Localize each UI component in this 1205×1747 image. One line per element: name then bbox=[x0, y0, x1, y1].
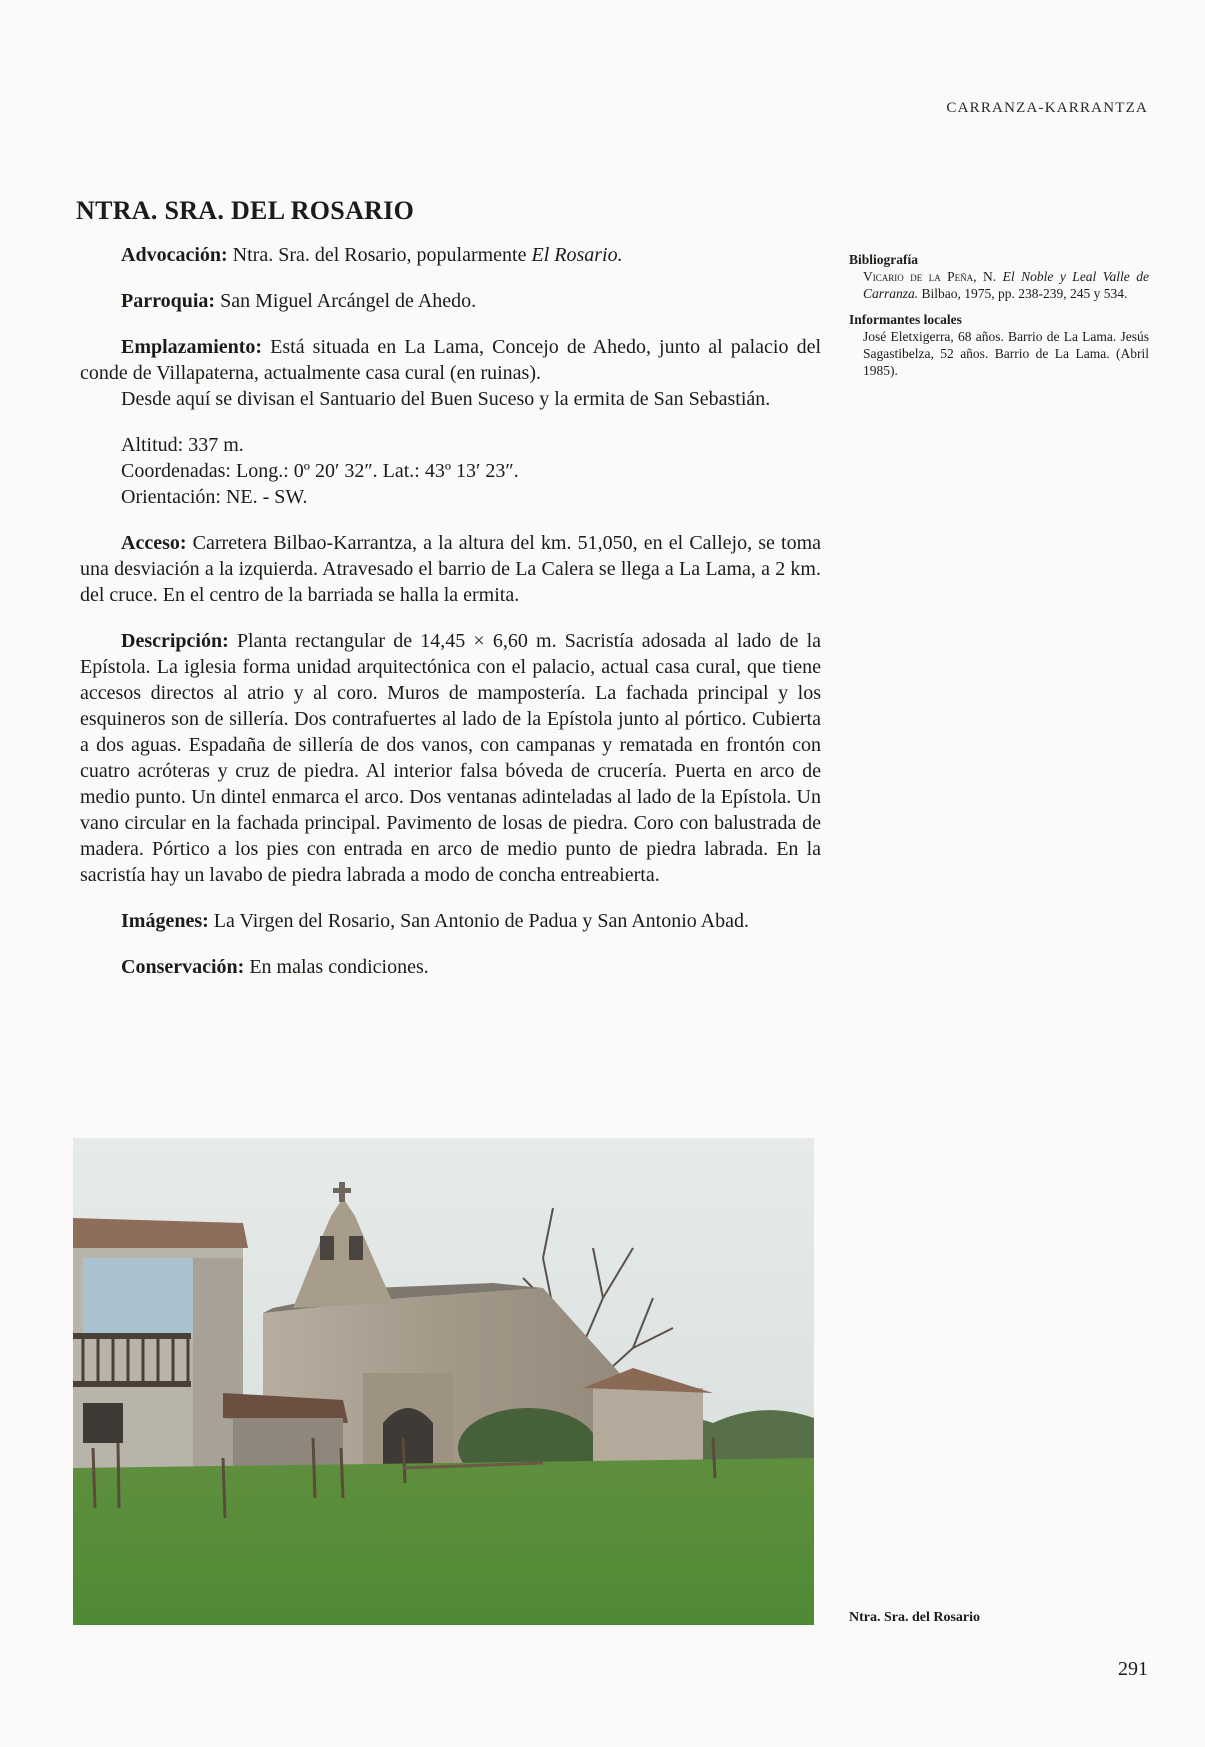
conservacion-paragraph bbox=[80, 954, 821, 980]
acceso-text: Carretera Bilbao-Karrantza, a la altura del km. 51,050, en el Callejo, se toma una desviación a la izquierda. Atravesado el barrio de La Calera se llega a La Lama, a 2 km. del cruce. En el centro de la barriada se halla la ermita. bbox=[80, 532, 821, 606]
imagenes-text: La Virgen del Rosario, San Antonio de Padua y San Antonio Abad. bbox=[213, 910, 749, 932]
church-photo bbox=[73, 1138, 814, 1625]
sidebar-notes bbox=[849, 251, 1149, 388]
conservacion-text: En malas condiciones. bbox=[249, 956, 429, 978]
parroquia-text: San Miguel Arcángel de Ahedo. bbox=[220, 290, 477, 312]
wooden-balcony bbox=[73, 1381, 191, 1387]
parroquia-paragraph bbox=[80, 288, 821, 314]
emplazamiento-paragraph bbox=[80, 334, 821, 386]
orientacion: Orientación: NE. - SW. bbox=[121, 486, 308, 508]
emplazamiento-paragraph-2 bbox=[80, 386, 821, 412]
acceso-paragraph bbox=[80, 530, 821, 608]
advocacion-text: Ntra. Sra. del Rosario, popularmente bbox=[232, 244, 527, 266]
advocacion-label: Advocación: bbox=[121, 244, 228, 266]
acceso-label: Acceso: bbox=[121, 532, 187, 554]
advocacion-paragraph bbox=[80, 242, 821, 268]
page-title: NTRA. SRA. DEL ROSARIO bbox=[76, 196, 415, 225]
bibliografia-entry bbox=[849, 268, 1149, 302]
bibliografia-author: Vicario de la Peña, N. bbox=[863, 269, 997, 284]
informantes-entry: José Eletxigerra, 68 años. Barrio de La Lama. Jesús Sagastibelza, 52 años. Barrio de La Lama. (Abril 1985). bbox=[863, 329, 1149, 378]
parroquia-label: Parroquia: bbox=[121, 290, 216, 312]
informantes-heading: Informantes locales bbox=[849, 312, 962, 327]
conservacion-label: Conservación: bbox=[121, 956, 245, 978]
imagenes-paragraph bbox=[80, 908, 821, 934]
bibliografia-book: El Noble y Leal Valle de Carranza. bbox=[863, 269, 1149, 301]
imagenes-label: Imágenes: bbox=[121, 910, 209, 932]
descripcion-label: Descripción: bbox=[121, 630, 229, 652]
emplazamiento-text-2: Desde aquí se divisan el Santuario del Buen Suceso y la ermita de San Sebastián. bbox=[121, 388, 771, 410]
page-number: 291 bbox=[1118, 1658, 1148, 1680]
grass-field bbox=[73, 1458, 814, 1625]
main-text bbox=[80, 242, 821, 1000]
photo-caption: Ntra. Sra. del Rosario bbox=[849, 1610, 981, 1625]
emplazamiento-text: Está situada en La Lama, Concejo de Ahedo, junto al palacio del conde de Villapaterna, actualmente casa cural (en ruinas). bbox=[80, 336, 821, 384]
descripcion-text: Planta rectangular de 14,45 × 6,60 m. Sacristía adosada al lado de la Epístola. La iglesia forma unidad arquitectónica con el palacio, actual casa cural, que tiene accesos directos al atrio y al coro. Muros de mampostería. La fachada principal y los esquineros son de sillería. Dos contrafuertes al lado de la Epístola junto al pórtico. Cubierta a dos aguas. Espadaña de sillería de dos vanos, con campanas y rematada en frontón con cuatro acróteras y cruz de piedra. Al interior falsa bóveda de crucería. Puerta en arco de medio punto. Un dintel enmarca el arco. Dos ventanas adinteladas al lado de la Epístola. Un vano circular en la fachada principal. Pavimento de losas de piedra. Coro con balustrada de madera. Pórtico a los pies con entrada en arco de medio punto de piedra labrada. En la sacristía hay un lavabo de piedra labrada a modo de concha entreabierta. bbox=[80, 630, 822, 886]
bibliografia-rest: Bilbao, 1975, pp. 238-239, 245 y 534. bbox=[921, 286, 1128, 301]
descripcion-paragraph bbox=[80, 628, 821, 888]
church-photo-illustration bbox=[73, 1138, 814, 1625]
bibliografia-heading: Bibliografía bbox=[849, 252, 919, 267]
location-data bbox=[121, 432, 821, 510]
portico-arch bbox=[383, 1408, 433, 1468]
house-roof bbox=[73, 1218, 248, 1248]
altitud: Altitud: 337 m. bbox=[121, 434, 244, 456]
advocacion-italic: El Rosario. bbox=[531, 244, 623, 266]
emplazamiento-label: Emplazamiento: bbox=[121, 336, 263, 358]
running-head: CARRANZA-KARRANTZA bbox=[946, 100, 1148, 116]
coordenadas: Coordenadas: Long.: 0º 20′ 32″. Lat.: 43º 13′ 23″. bbox=[121, 460, 519, 482]
